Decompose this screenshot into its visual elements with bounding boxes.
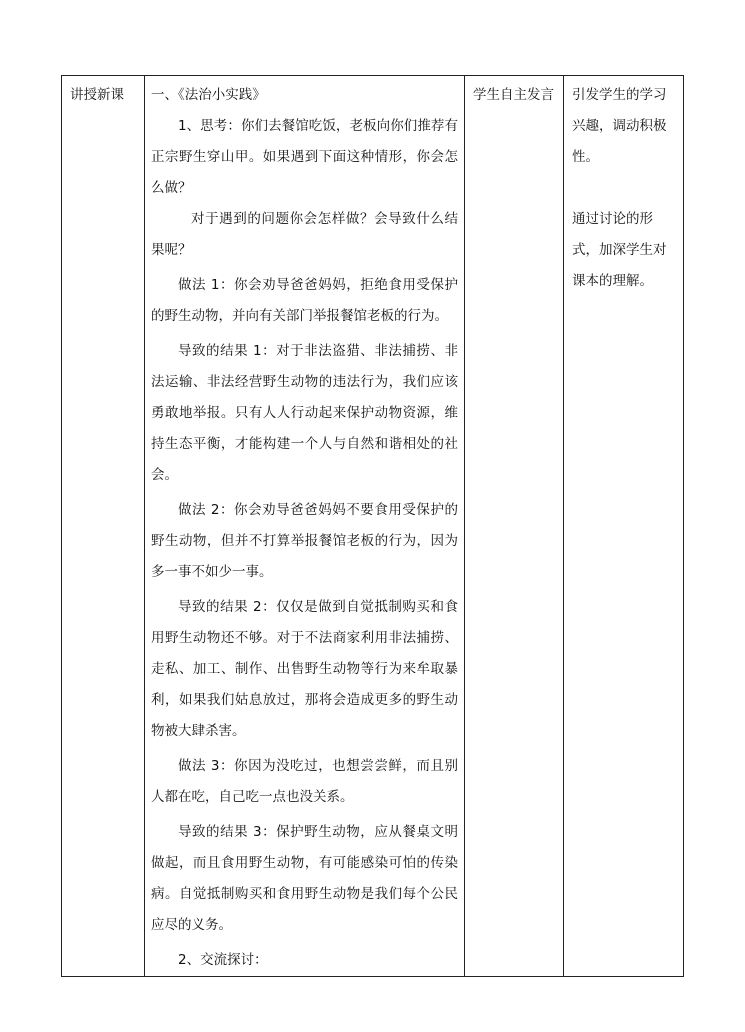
note-spacer <box>572 173 677 204</box>
content-paragraph: 做法 2：你会劝导爸爸妈妈不要食用受保护的野生动物，但并不打算举报餐馆老板的行为，因为多一事不如少一事。 <box>151 502 458 580</box>
content-cell <box>145 76 465 977</box>
design-intent-note: 通过讨论的形式，加深学生对课本的理解。 <box>572 211 667 289</box>
section-label-cell <box>62 76 145 977</box>
content-paragraph: 导致的结果 2：仅仅是做到自觉抵制购买和食用野生动物还不够。对于不法商家利用非法捕捞、走私、加工、制作、出售野生动物等行为来牟取暴利，如果我们姑息放过，那将会造成更多的野生动物被大肆杀害。 <box>151 599 458 739</box>
design-intent-cell <box>564 76 684 977</box>
lesson-plan-table <box>61 75 684 977</box>
content-paragraph: 对于遇到的问题你会怎样做？会导致什么结果呢？ <box>151 211 458 258</box>
content-paragraph: 导致的结果 1：对于非法盗猎、非法捕捞、非法运输、非法经营野生动物的违法行为，我们应该勇敢地举报。只有人人行动起来保护动物资源，维持生态平衡，才能构建一个人与自然和谐相处的社会。 <box>151 343 458 483</box>
student-activity: 学生自主发言 <box>473 87 554 103</box>
section-label: 讲授新课 <box>70 87 124 103</box>
table-row <box>62 76 684 977</box>
design-intent-note: 引发学生的学习兴趣，调动积极性。 <box>572 87 667 165</box>
content-paragraph: 做法 3：你因为没吃过，也想尝尝鲜，而且别人都在吃，自己吃一点也没关系。 <box>151 758 458 805</box>
student-activity-cell <box>465 76 564 977</box>
content-paragraph: 导致的结果 3：保护野生动物，应从餐桌文明做起，而且食用野生动物，有可能感染可怕的传染病。自觉抵制购买和食用野生动物是我们每个公民应尽的义务。 <box>151 824 458 933</box>
content-paragraph: 做法 1：你会劝导爸爸妈妈，拒绝食用受保护的野生动物，并向有关部门举报餐馆老板的行为。 <box>151 277 458 324</box>
content-paragraph: 1、思考：你们去餐馆吃饭，老板向你们推荐有正宗野生穿山甲。如果遇到下面这种情形，你会怎么做？ <box>151 118 458 196</box>
content-paragraph: 2、交流探讨： <box>178 952 268 968</box>
content-heading: 一、《法治小实践》 <box>151 87 266 103</box>
